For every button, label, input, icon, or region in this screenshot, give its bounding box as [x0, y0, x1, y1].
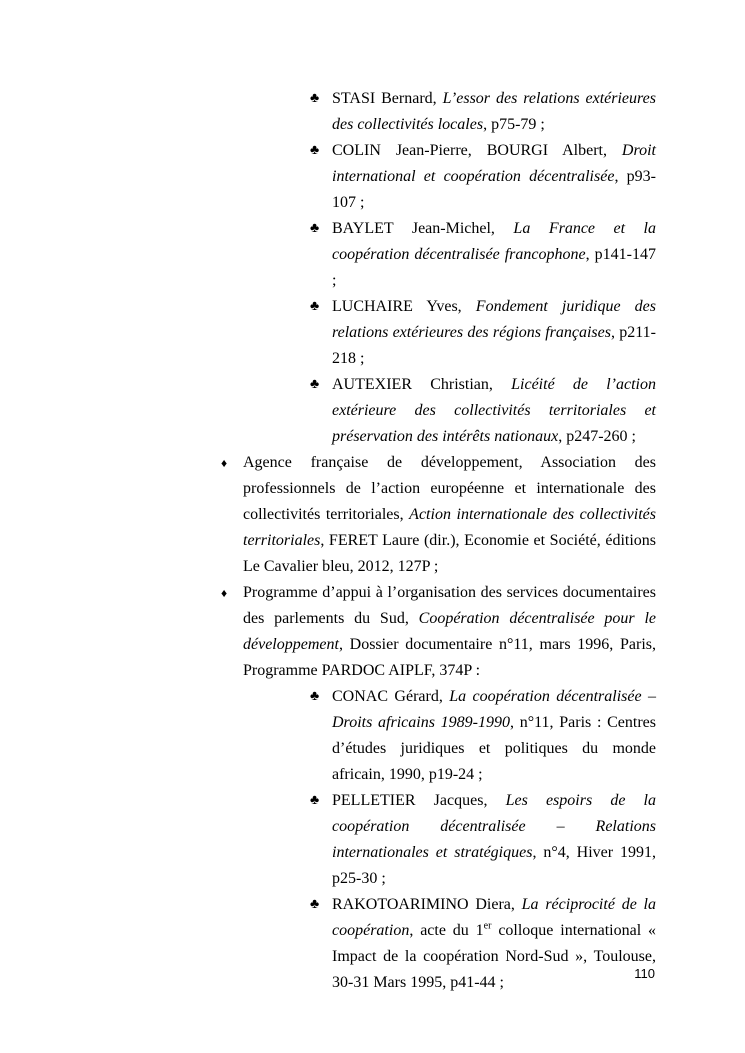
- entry-text-segment: AUTEXIER Christian,: [332, 376, 512, 393]
- entry-text: [332, 142, 656, 211]
- club-bullet-icon: ♣: [310, 689, 320, 704]
- entry-text-segment: , p75-79 ;: [483, 116, 545, 133]
- entry-text-segment: CONAC Gérard,: [332, 688, 450, 705]
- bibliography-entry: [88, 580, 656, 684]
- entry-text-segment: colloque international « Impact de la coopération Nord-Sud », Toulouse, 30-31 Mars 1995, p41-44 ;: [332, 922, 657, 991]
- entry-text-segment: La coopération décentralisée – Droits africains 1989-1990: [332, 688, 657, 731]
- entry-text-segment: , n°11, Paris : Centres d’études juridiques et politiques du monde africain, 1990, p19-24 ;: [332, 714, 657, 783]
- entry-text-segment: Fondement juridique des relations extérieures des régions françaises: [332, 298, 656, 341]
- bibliography-entry: [88, 450, 656, 580]
- entry-text: [332, 688, 656, 783]
- entry-text-segment: STASI Bernard,: [332, 90, 443, 107]
- entry-text-segment: Droit international et coopération décentralisée: [332, 142, 656, 185]
- entry-text: [332, 376, 656, 445]
- entry-text-segment: , Dossier documentaire n°11, mars 1996, Paris, Programme PARDOC AIPLF, 374P :: [243, 636, 656, 679]
- entry-text-segment: Programme d’appui à l’organisation des services documentaires des parlements du Sud,: [243, 584, 656, 627]
- entry-text-segment: La réciprocité de la coopération: [332, 896, 656, 939]
- entry-text-segment: Agence française de développement, Association des professionnels de l’action européenne et internationale des collectivités territoriales,: [243, 454, 656, 523]
- entry-text: [332, 90, 656, 133]
- entry-text-segment: , p93-107 ;: [332, 168, 657, 211]
- entry-text-segment: RAKOTOARIMINO Diera,: [332, 896, 522, 913]
- entry-text-segment: LUCHAIRE Yves,: [332, 298, 476, 315]
- club-bullet-icon: ♣: [310, 221, 320, 236]
- club-bullet-icon: ♣: [310, 793, 320, 808]
- entry-text-segment: La France et la coopération décentralisée francophone: [332, 220, 657, 263]
- entry-text-segment: , FERET Laure (dir.), Economie et Société, éditions Le Cavalier bleu, 2012, 127P ;: [243, 532, 656, 575]
- entry-text-segment: BAYLET Jean-Michel,: [332, 220, 514, 237]
- bibliography-entry: [88, 788, 656, 892]
- entry-text-segment: er: [483, 920, 492, 932]
- bibliography-entry: [88, 138, 656, 216]
- club-bullet-icon: ♣: [310, 91, 320, 106]
- entry-text: [243, 454, 656, 575]
- entry-text-segment: , acte du 1: [409, 922, 484, 939]
- page-number: 110: [634, 966, 655, 981]
- entry-text-segment: COLIN Jean-Pierre, BOURGI Albert,: [332, 142, 622, 159]
- entry-text: [243, 584, 656, 679]
- club-bullet-icon: ♣: [310, 299, 320, 314]
- entry-text-segment: , p141-147 ;: [332, 246, 656, 289]
- bibliography-entry: [88, 892, 656, 996]
- diamond-bullet-icon: ♦: [221, 586, 228, 600]
- entry-text-segment: Les espoirs de la coopération décentralisée – Relations internationales et stratégiques: [332, 792, 656, 861]
- bibliography-entry: [88, 294, 656, 372]
- entry-text-segment: , p211-218 ;: [332, 324, 656, 367]
- bibliography-list: [88, 86, 656, 996]
- entry-text-segment: , n°4, Hiver 1991, p25-30 ;: [332, 844, 657, 887]
- entry-text-segment: , p247-260 ;: [558, 428, 636, 445]
- club-bullet-icon: ♣: [310, 897, 320, 912]
- entry-text: [332, 896, 656, 991]
- club-bullet-icon: ♣: [310, 377, 320, 392]
- entry-text-segment: Action internationale des collectivités territoriales: [243, 506, 657, 549]
- entry-text-segment: Coopération décentralisée pour le développement: [243, 610, 657, 653]
- club-bullet-icon: ♣: [310, 143, 320, 158]
- bibliography-entry: [88, 684, 656, 788]
- bibliography-entry: [88, 86, 656, 138]
- entry-text-segment: PELLETIER Jacques,: [332, 792, 506, 809]
- bibliography-entry: [88, 372, 656, 450]
- entry-text-segment: Licéité de l’action extérieure des collectivités territoriales et préservation des intérêts nationaux: [332, 376, 656, 445]
- bibliography-entry: [88, 216, 656, 294]
- entry-text-segment: L’essor des relations extérieures des collectivités locales: [332, 90, 656, 133]
- entry-text: [332, 792, 656, 887]
- entry-text: [332, 220, 656, 289]
- diamond-bullet-icon: ♦: [221, 456, 228, 470]
- entry-text: [332, 298, 656, 367]
